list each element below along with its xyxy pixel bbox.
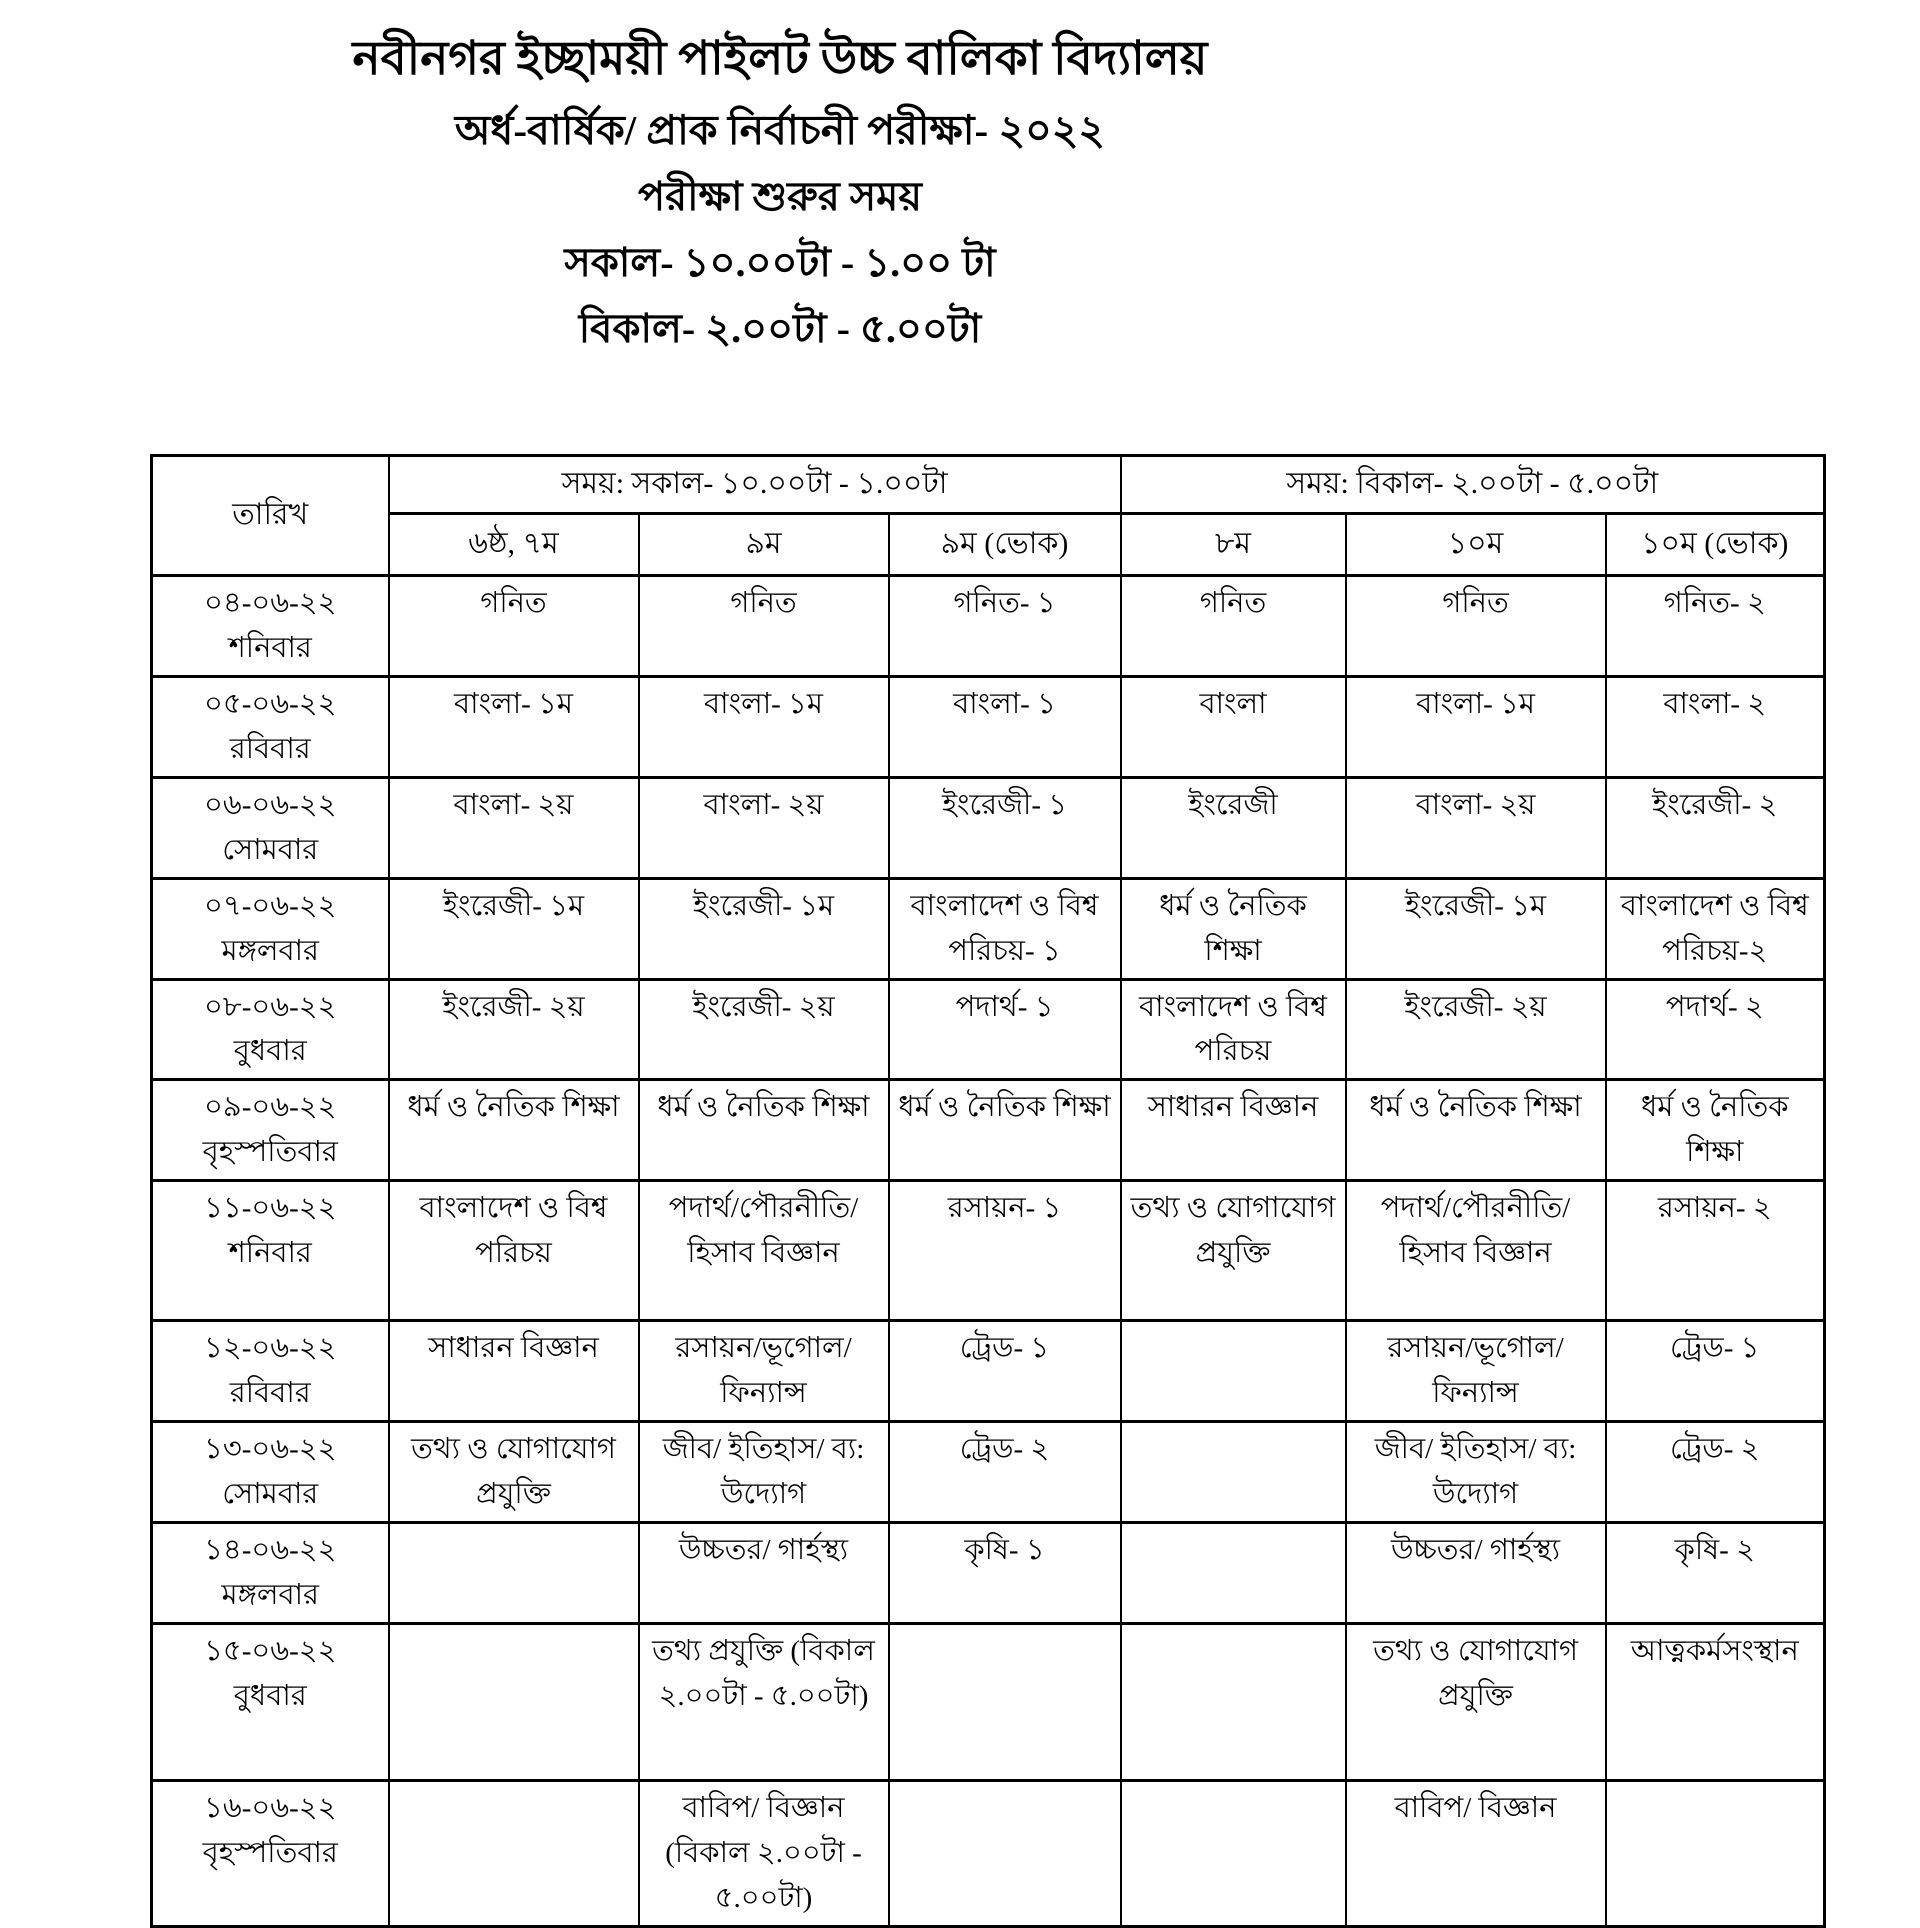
subject-cell bbox=[1121, 1523, 1346, 1624]
subject-cell: বাংলাদেশ ও বিশ্ব পরিচয় bbox=[389, 1181, 639, 1321]
subject-cell: তথ্য ও যোগাযোগ প্রযুক্তি bbox=[1121, 1181, 1346, 1321]
schedule-row bbox=[152, 878, 1825, 979]
date-value: ০৭-০৬-২২ bbox=[204, 889, 337, 922]
date-cell bbox=[152, 878, 389, 979]
schedule-row bbox=[152, 1422, 1825, 1523]
subject-cell: ইংরেজী- ১ম bbox=[389, 878, 639, 979]
subject-cell: জীব/ ইতিহাস/ ব্য: উদ্যোগ bbox=[639, 1422, 889, 1523]
class-col-10: ১০ম bbox=[1346, 514, 1606, 576]
subject-cell: গনিত bbox=[1346, 576, 1606, 677]
subject-cell: ইংরেজী- ২য় bbox=[1346, 979, 1606, 1080]
subject-cell: ট্রেড- ১ bbox=[1606, 1321, 1825, 1422]
subject-cell: রসায়ন- ১ bbox=[889, 1181, 1121, 1321]
subject-cell bbox=[1121, 1623, 1346, 1780]
subject-cell: গনিত- ১ bbox=[889, 576, 1121, 677]
subject-cell: সাধারন বিজ্ঞান bbox=[1121, 1080, 1346, 1181]
subject-cell bbox=[389, 1523, 639, 1624]
document-title-block bbox=[0, 0, 1560, 354]
schedule-row bbox=[152, 576, 1825, 677]
subject-cell: বাংলাদেশ ও বিশ্ব পরিচয়-২ bbox=[1606, 878, 1825, 979]
subject-cell: বাংলাদেশ ও বিশ্ব পরিচয়- ১ bbox=[889, 878, 1121, 979]
subject-cell: পদার্থ- ২ bbox=[1606, 979, 1825, 1080]
class-col-9: ৯ম bbox=[639, 514, 889, 576]
date-value: ০৮-০৬-২২ bbox=[204, 990, 337, 1023]
date-value: ১৪-০৬-২২ bbox=[204, 1534, 337, 1566]
date-cell bbox=[152, 1780, 389, 1926]
date-cell bbox=[152, 576, 389, 677]
subject-cell: বাংলাদেশ ও বিশ্ব পরিচয় bbox=[1121, 979, 1346, 1080]
morning-group-header: সময়: সকাল- ১০.০০টা - ১.০০টা bbox=[389, 456, 1121, 514]
afternoon-time-line: বিকাল- ২.০০টা - ৫.০০টা bbox=[578, 306, 982, 351]
subject-cell: রসায়ন- ২ bbox=[1606, 1181, 1825, 1321]
day-name: শনিবার bbox=[228, 631, 312, 664]
subject-cell bbox=[889, 1780, 1121, 1926]
subject-cell: ট্রেড- ২ bbox=[889, 1422, 1121, 1523]
day-name: বৃহস্পতিবার bbox=[202, 1136, 338, 1169]
schedule-row bbox=[152, 1080, 1825, 1181]
schedule-row bbox=[152, 1623, 1825, 1780]
subject-cell: বাংলা- ১ম bbox=[389, 676, 639, 777]
day-name: বুধবার bbox=[233, 1679, 307, 1712]
schedule-row bbox=[152, 777, 1825, 878]
date-value: ১৩-০৬-২২ bbox=[204, 1433, 337, 1466]
date-value: ১২-০৬-২২ bbox=[204, 1332, 337, 1365]
subject-cell: রসায়ন/ভূগোল/ ফিন্যান্স bbox=[1346, 1321, 1606, 1422]
class-header-row bbox=[152, 514, 1825, 576]
subject-cell bbox=[889, 1623, 1121, 1780]
date-cell bbox=[152, 1080, 389, 1181]
subject-cell: ট্রেড- ২ bbox=[1606, 1422, 1825, 1523]
subject-cell: ইংরেজী- ১ম bbox=[639, 878, 889, 979]
schedule-row bbox=[152, 1181, 1825, 1321]
date-cell bbox=[152, 1523, 389, 1624]
subject-cell: রসায়ন/ভূগোল/ ফিন্যান্স bbox=[639, 1321, 889, 1422]
subject-cell: উচ্চতর/ গার্হস্থ্য bbox=[1346, 1523, 1606, 1624]
subject-cell: ট্রেড- ১ bbox=[889, 1321, 1121, 1422]
day-name: মঙ্গলবার bbox=[221, 934, 319, 967]
time-group-header-row bbox=[152, 456, 1825, 514]
subject-cell: বাবিপ/ বিজ্ঞান bbox=[1346, 1780, 1606, 1926]
schedule-row bbox=[152, 1321, 1825, 1422]
schedule-row bbox=[152, 979, 1825, 1080]
subject-cell: আত্নকর্মসংস্থান bbox=[1606, 1623, 1825, 1780]
subject-cell: পদার্থ/পৌরনীতি/ হিসাব বিজ্ঞান bbox=[1346, 1181, 1606, 1321]
subject-cell: ধর্ম ও নৈতিক শিক্ষা bbox=[1606, 1080, 1825, 1181]
morning-time-line: সকাল- ১০.০০টা - ১.০০ টা bbox=[564, 240, 996, 285]
subject-cell: জীব/ ইতিহাস/ ব্য: উদ্যোগ bbox=[1346, 1422, 1606, 1523]
date-cell bbox=[152, 1422, 389, 1523]
subject-cell: বাবিপ/ বিজ্ঞান (বিকাল ২.০০টা - ৫.০০টা) bbox=[639, 1780, 889, 1926]
subject-cell: বাংলা- ২য় bbox=[1346, 777, 1606, 878]
subject-cell: ধর্ম ও নৈতিক শিক্ষা bbox=[1121, 878, 1346, 979]
school-name: নবীনগর ইচ্ছাময়ী পাইলট উচ্চ বালিকা বিদ্যালয় bbox=[352, 33, 1208, 85]
subject-cell bbox=[389, 1623, 639, 1780]
subject-cell: ধর্ম ও নৈতিক শিক্ষা bbox=[639, 1080, 889, 1181]
date-value: ১৬-০৬-২২ bbox=[204, 1791, 337, 1824]
subject-cell bbox=[1121, 1422, 1346, 1523]
day-name: বুধবার bbox=[233, 1035, 307, 1068]
schedule-row bbox=[152, 676, 1825, 777]
subject-cell: বাংলা- ২ bbox=[1606, 676, 1825, 777]
subject-cell: বাংলা bbox=[1121, 676, 1346, 777]
subject-cell: ইংরেজী- ২ bbox=[1606, 777, 1825, 878]
subject-cell: তথ্য ও যোগাযোগ প্রযুক্তি bbox=[389, 1422, 639, 1523]
date-cell bbox=[152, 676, 389, 777]
day-name: শনিবার bbox=[228, 1237, 312, 1270]
subject-cell: গনিত bbox=[639, 576, 889, 677]
subject-cell: গনিত- ২ bbox=[1606, 576, 1825, 677]
class-col-8: ৮ম bbox=[1121, 514, 1346, 576]
date-cell bbox=[152, 1623, 389, 1780]
subject-cell: ইংরেজী- ২য় bbox=[639, 979, 889, 1080]
date-value: ০৫-০৬-২২ bbox=[204, 687, 337, 720]
subject-cell bbox=[1121, 1321, 1346, 1422]
date-column-header: তারিখ bbox=[152, 456, 389, 576]
subject-cell: পদার্থ/পৌরনীতি/ হিসাব বিজ্ঞান bbox=[639, 1181, 889, 1321]
subject-cell: বাংলা- ১ম bbox=[1346, 676, 1606, 777]
subject-cell: ইংরেজী- ১ম bbox=[1346, 878, 1606, 979]
exam-name: অর্ধ-বার্ষিক/ প্রাক নির্বাচনী পরীক্ষা- ২০২২ bbox=[454, 106, 1106, 153]
subject-cell: পদার্থ- ১ bbox=[889, 979, 1121, 1080]
day-name: মঙ্গলবার bbox=[221, 1578, 319, 1611]
subject-cell: ধর্ম ও নৈতিক শিক্ষা bbox=[389, 1080, 639, 1181]
schedule-row bbox=[152, 1780, 1825, 1926]
subject-cell: ইংরেজী- ১ bbox=[889, 777, 1121, 878]
day-name: রবিবার bbox=[229, 1377, 311, 1410]
exam-schedule-table bbox=[150, 454, 1826, 1928]
subject-cell: সাধারন বিজ্ঞান bbox=[389, 1321, 639, 1422]
subject-cell: ইংরেজী- ২য় bbox=[389, 979, 639, 1080]
subject-cell: তথ্য প্রযুক্তি (বিকাল ২.০০টা - ৫.০০টা) bbox=[639, 1623, 889, 1780]
day-name: সোমবার bbox=[222, 1478, 319, 1511]
subject-cell: ধর্ম ও নৈতিক শিক্ষা bbox=[889, 1080, 1121, 1181]
day-name: রবিবার bbox=[229, 732, 311, 765]
subject-cell bbox=[389, 1780, 639, 1926]
afternoon-group-header: সময়: বিকাল- ২.০০টা - ৫.০০টা bbox=[1121, 456, 1825, 514]
subject-cell bbox=[1121, 1780, 1346, 1926]
subject-cell: ইংরেজী bbox=[1121, 777, 1346, 878]
date-value: ১৫-০৬-২২ bbox=[204, 1634, 337, 1667]
subject-cell: কৃষি- ১ bbox=[889, 1523, 1121, 1624]
subject-cell: গনিত bbox=[389, 576, 639, 677]
subject-cell: ধর্ম ও নৈতিক শিক্ষা bbox=[1346, 1080, 1606, 1181]
date-value: ০৪-০৬-২২ bbox=[204, 587, 337, 619]
exam-start-time-heading: পরীক্ষা শুরুর সময় bbox=[638, 174, 922, 219]
date-cell bbox=[152, 1181, 389, 1321]
subject-cell: গনিত bbox=[1121, 576, 1346, 677]
subject-cell: বাংলা- ১ bbox=[889, 676, 1121, 777]
date-value: ১১-০৬-২২ bbox=[204, 1192, 337, 1225]
subject-cell: কৃষি- ২ bbox=[1606, 1523, 1825, 1624]
subject-cell bbox=[1606, 1780, 1825, 1926]
date-cell bbox=[152, 1321, 389, 1422]
subject-cell: বাংলা- ২য় bbox=[389, 777, 639, 878]
class-col-10-voc: ১০ম (ভোক) bbox=[1606, 514, 1825, 576]
subject-cell: বাংলা- ১ম bbox=[639, 676, 889, 777]
day-name: বৃহস্পতিবার bbox=[202, 1836, 338, 1869]
date-value: ০৯-০৬-২২ bbox=[204, 1091, 337, 1124]
class-col-6-7: ৬ষ্ঠ, ৭ম bbox=[389, 514, 639, 576]
subject-cell: উচ্চতর/ গার্হস্থ্য bbox=[639, 1523, 889, 1624]
subject-cell: তথ্য ও যোগাযোগ প্রযুক্তি bbox=[1346, 1623, 1606, 1780]
date-cell bbox=[152, 777, 389, 878]
class-col-9-voc: ৯ম (ভোক) bbox=[889, 514, 1121, 576]
date-cell bbox=[152, 979, 389, 1080]
day-name: সোমবার bbox=[222, 833, 319, 866]
subject-cell: বাংলা- ২য় bbox=[639, 777, 889, 878]
schedule-row bbox=[152, 1523, 1825, 1624]
date-value: ০৬-০৬-২২ bbox=[204, 788, 337, 821]
